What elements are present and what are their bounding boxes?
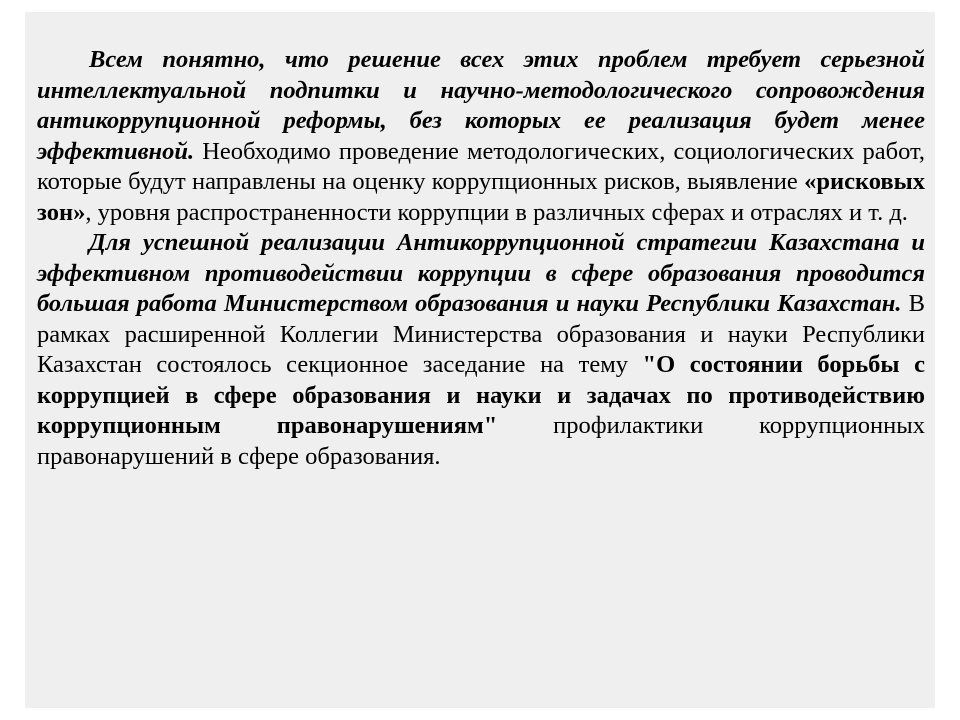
paragraph-2-body-end: профилактики коррупционных правонарушений в сфере образования. <box>37 412 925 470</box>
risk-zones-term: «рисковых зон» <box>37 168 925 226</box>
slide-content <box>25 12 935 708</box>
session-topic-title: "О состоянии борьбы с коррупцией в сфере образования и науки и задачах по противодействию коррупционным правонарушениям" <box>37 351 925 439</box>
paragraph-1-body-start: Необходимо проведение методологических, социологических работ, которые будут направлены на оценку коррупционных рисков, выявление <box>37 137 925 195</box>
paragraph-1-body-end: , уровня распространенности коррупции в различных сферах и отраслях и т. д. <box>85 198 908 226</box>
paragraph-2 <box>37 228 925 472</box>
paragraph-2-body-start: В рамках расширенной Коллегии Министерства образования и науки Республики Казахстан состоялось секционное заседание на тему <box>37 290 926 378</box>
paragraph-1 <box>37 45 925 228</box>
paragraph-2-emphasis: Для успешной реализации Антикоррупционной стратегии Казахстана и эффективном противодействии коррупции в сфере образования проводится большая работа Министерством образования и науки Республики Казахстан. <box>37 229 925 317</box>
paragraph-1-emphasis: Всем понятно, что решение всех этих проблем требует серьезной интеллектуальной подпитки и научно-методологического сопровождения антикоррупционной реформы, без которых ее реализация будет менее эффективной. <box>37 46 925 165</box>
